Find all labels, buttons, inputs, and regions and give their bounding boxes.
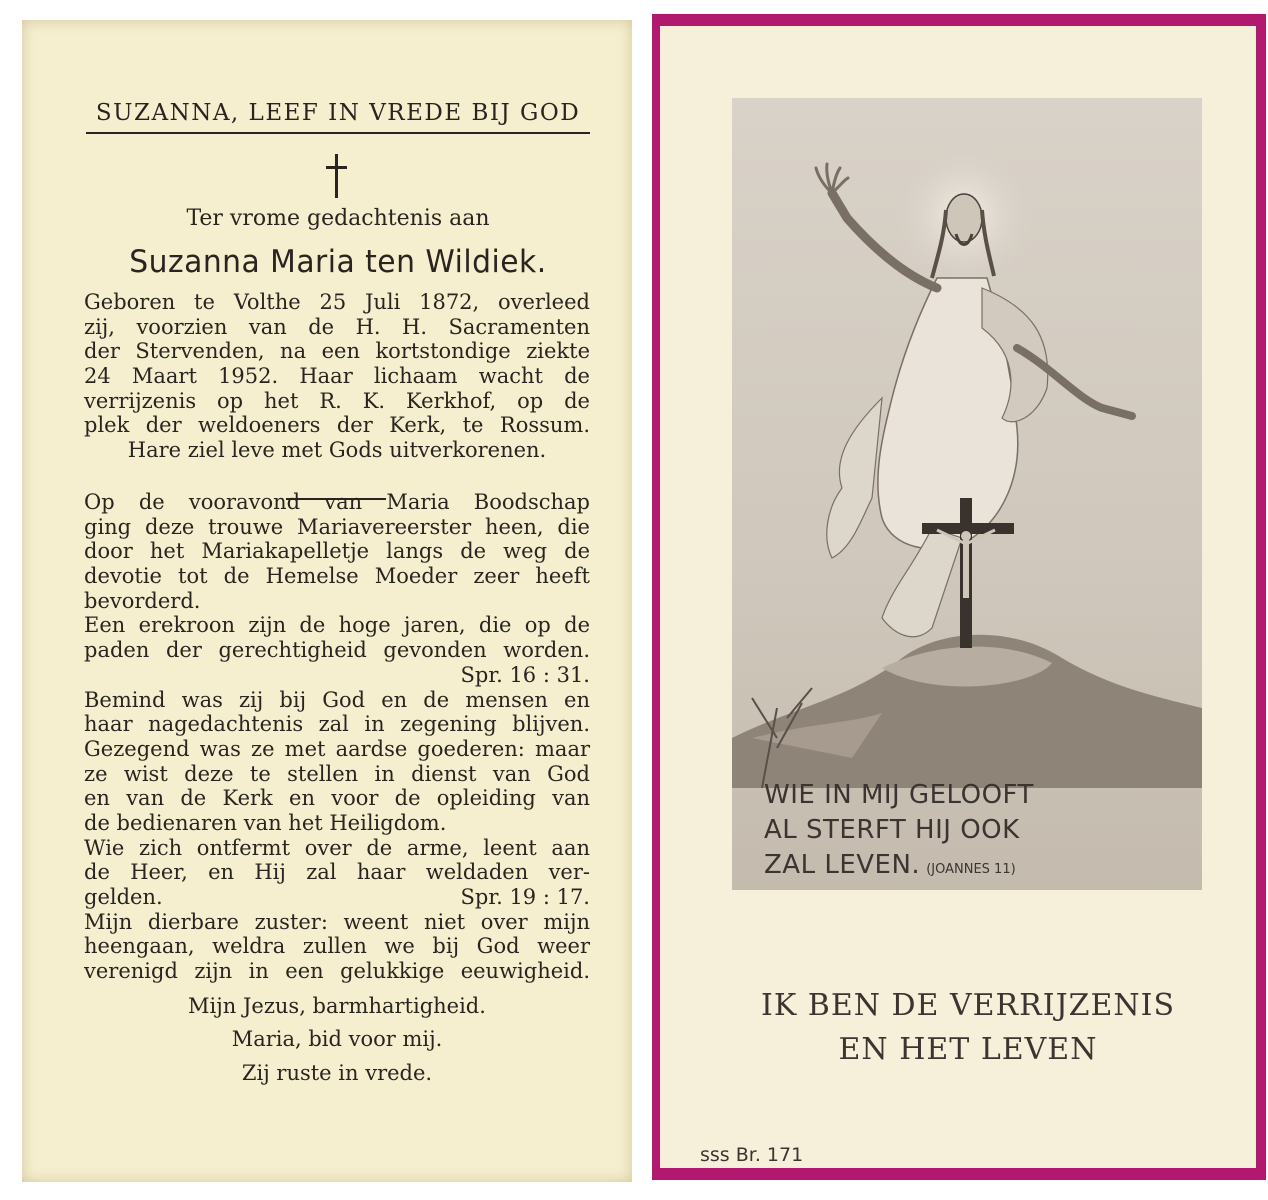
text-line: en van de Kerk en voor de opleiding van (84, 786, 590, 811)
text-line: paden der gerechtigheid gevonden worden. (84, 638, 590, 663)
bio-line: zij, voorzien van de H. H. Sacramenten (84, 314, 590, 339)
scripture-reference: Spr. 19 : 17. (460, 885, 590, 909)
bio-line: Geboren te Volthe 25 Juli 1872, overleed (84, 290, 590, 314)
memory-line: Ter vrome gedachtenis aan (186, 206, 490, 231)
text-line: verenigd zijn in een gelukkige eeuwigheid. (84, 959, 590, 984)
text-line: Op de vooravond van Maria Boodschap (84, 490, 590, 514)
bio-line: verrijzenis op het R. K. Kerkhof, op de (84, 388, 590, 413)
text-line: Wie zich ontfermt over de arme, leent aan (84, 835, 590, 860)
text-line: ze wist deze te stellen in dienst van God (84, 761, 590, 786)
caption-line-2: AL STERFT HIJ OOK (764, 815, 1020, 845)
scripture-reference: Spr. 16 : 31. (460, 662, 590, 687)
deceased-name: Suzanna Maria ten Wildiek. (129, 244, 547, 280)
risen-christ-over-crucifix-icon (732, 98, 1202, 890)
bio-line: der Stervenden, na een kortstondige ziekte (84, 339, 590, 364)
text-line: de bedienaren van het Heiligdom. (84, 810, 447, 835)
closing-prayer-1: Mijn Jezus, barmhartigheid. (188, 994, 486, 1018)
text-line: devotie tot de Hemelse Moeder zeer heeft (84, 564, 590, 589)
text-line: Gezegend was ze met aardse goederen: maar (84, 736, 590, 761)
text-line: heengaan, weldra zullen we bij God weer (84, 934, 590, 959)
biography (84, 290, 590, 463)
bio-line: Hare ziel leve met Gods uitverkorenen. (127, 438, 547, 463)
memorial-text (84, 490, 590, 984)
text-line: Mijn dierbare zuster: weent niet over mijn (84, 909, 590, 934)
printer-code: sss Br. 171 (700, 1144, 804, 1166)
card-title: SUZANNA, LEEF IN VREDE BIJ GOD (86, 100, 590, 134)
resurrection-illustration (732, 98, 1202, 890)
caption-line-1: WIE IN MIJ GELOOFT (764, 780, 1034, 810)
text-line: Bemind was zij bij God en de mensen en (84, 687, 590, 712)
bio-line: 24 Maart 1952. Haar lichaam wacht de (84, 364, 590, 389)
card-inner (660, 26, 1256, 1168)
caption-line-3 (764, 850, 1016, 880)
scripture-reference: (JOANNES 11) (926, 862, 1016, 877)
text-line: bevorderd. (84, 588, 201, 613)
verse-line-2: EN HET LEVEN (838, 1032, 1098, 1067)
memorial-card-text (22, 20, 632, 1182)
cross-icon (325, 154, 349, 198)
caption-text: ZAL LEVEN. (764, 850, 921, 880)
closing-prayer-2: Maria, bid voor mij. (231, 1027, 443, 1051)
verse-line-1: IK BEN DE VERRIJZENIS (760, 988, 1176, 1023)
text-line: door het Mariakapelletje langs de weg de (84, 539, 590, 564)
bio-line: plek der weldoeners der Kerk, te Rossum. (84, 413, 590, 438)
text-line: ging deze trouwe Mariavereerster heen, die (84, 514, 590, 539)
text-line: de Heer, en Hij zal haar weldaden ver- (84, 860, 590, 885)
memorial-card-image-side (652, 14, 1266, 1180)
closing-prayer-3: Zij ruste in vrede. (241, 1061, 433, 1085)
text-line: haar nagedachtenis zal in zegening blijven. (84, 712, 590, 737)
text-line: Een erekroon zijn de hoge jaren, die op de (84, 613, 590, 638)
text-line: gelden. (84, 885, 163, 909)
